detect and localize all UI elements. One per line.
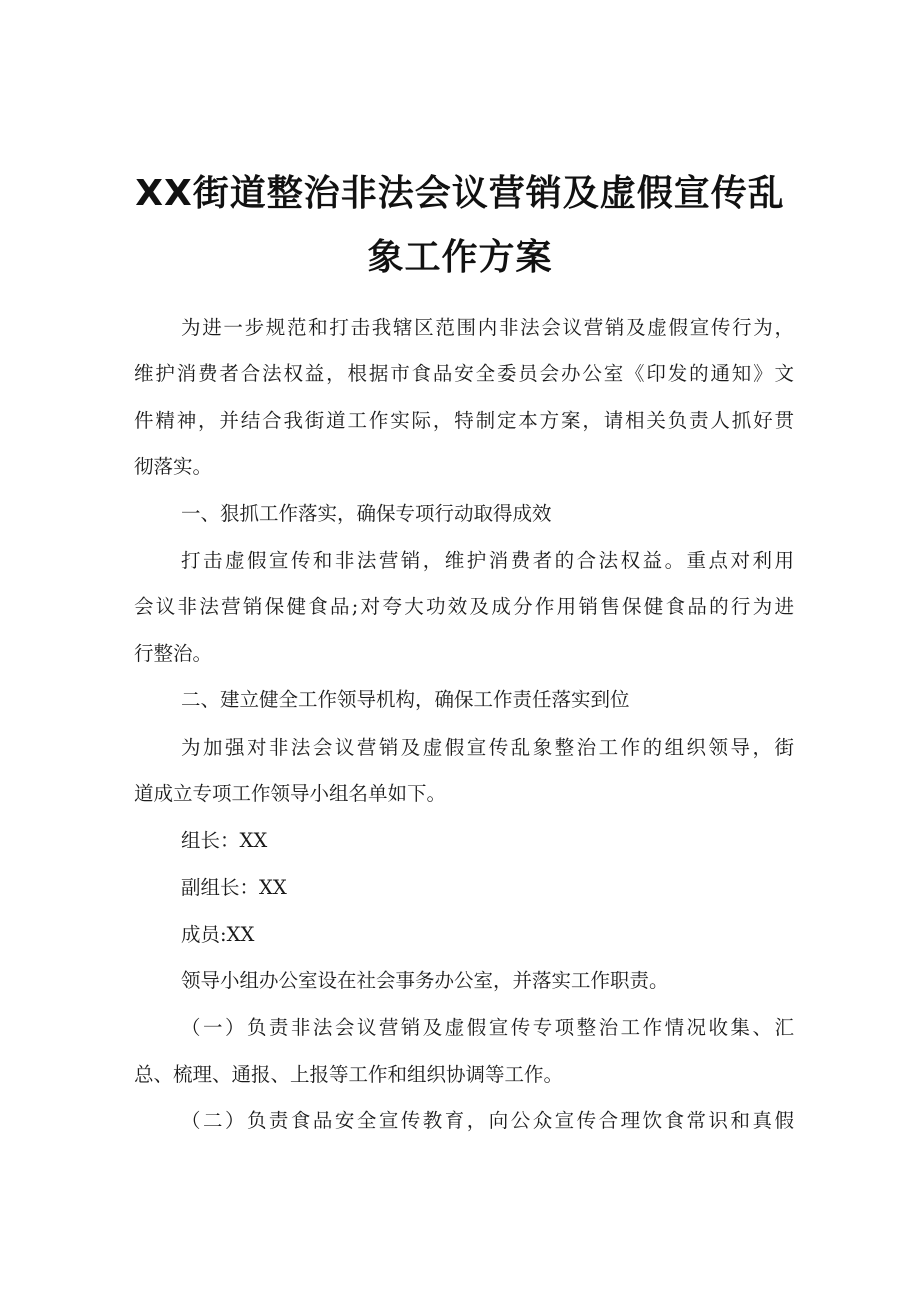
duty-2-line-1: （二）负责食品安全宣传教育，向公众宣传合理饮食常识和真假 (181, 1109, 794, 1132)
intro-paragraph-line-1: 为进一步规范和打击我辖区范围内非法会议营销及虚假宣传行为， (181, 316, 794, 339)
section-1-heading: 一、狠抓工作落实，确保专项行动取得成效 (181, 502, 552, 525)
section-2-paragraph-line-1: 为加强对非法会议营销及虚假宣传乱象整治工作的组织领导，街 (181, 736, 794, 759)
document-title-line-1: XX街道整治非法会议营销及虚假宣传乱 (135, 173, 785, 214)
group-leader-line: 组长：XX (181, 829, 268, 852)
deputy-leader-line: 副组长：XX (181, 876, 287, 899)
intro-paragraph-line-4: 彻落实。 (134, 455, 213, 478)
section-1-paragraph-line-3: 行整治。 (134, 642, 213, 665)
duty-1-line-2: 总、梳理、通报、上报等工作和组织协调等工作。 (134, 1063, 564, 1086)
section-1-paragraph-line-2: 会议非法营销保健食品;对夸大功效及成分作用销售保健食品的行为进 (134, 595, 794, 618)
members-line: 成员:XX (181, 923, 255, 946)
section-2-heading: 二、建立健全工作领导机构，确保工作责任落实到位 (181, 688, 630, 711)
intro-paragraph-line-3: 件精神，并结合我街道工作实际，特制定本方案，请相关负责人抓好贯 (134, 409, 794, 432)
section-1-paragraph-line-1: 打击虚假宣传和非法营销，维护消费者的合法权益。重点对利用 (181, 549, 794, 572)
document-title-line-2: 象工作方案 (367, 237, 553, 278)
duty-1-line-1: （一）负责非法会议营销及虚假宣传专项整治工作情况收集、汇 (181, 1016, 794, 1039)
section-2-paragraph-line-2: 道成立专项工作领导小组名单如下。 (134, 782, 447, 805)
office-paragraph-line: 领导小组办公室设在社会事务办公室，并落实工作职责。 (181, 969, 669, 992)
intro-paragraph-line-2: 维护消费者合法权益，根据市食品安全委员会办公室《印发的通知》文 (134, 362, 794, 385)
